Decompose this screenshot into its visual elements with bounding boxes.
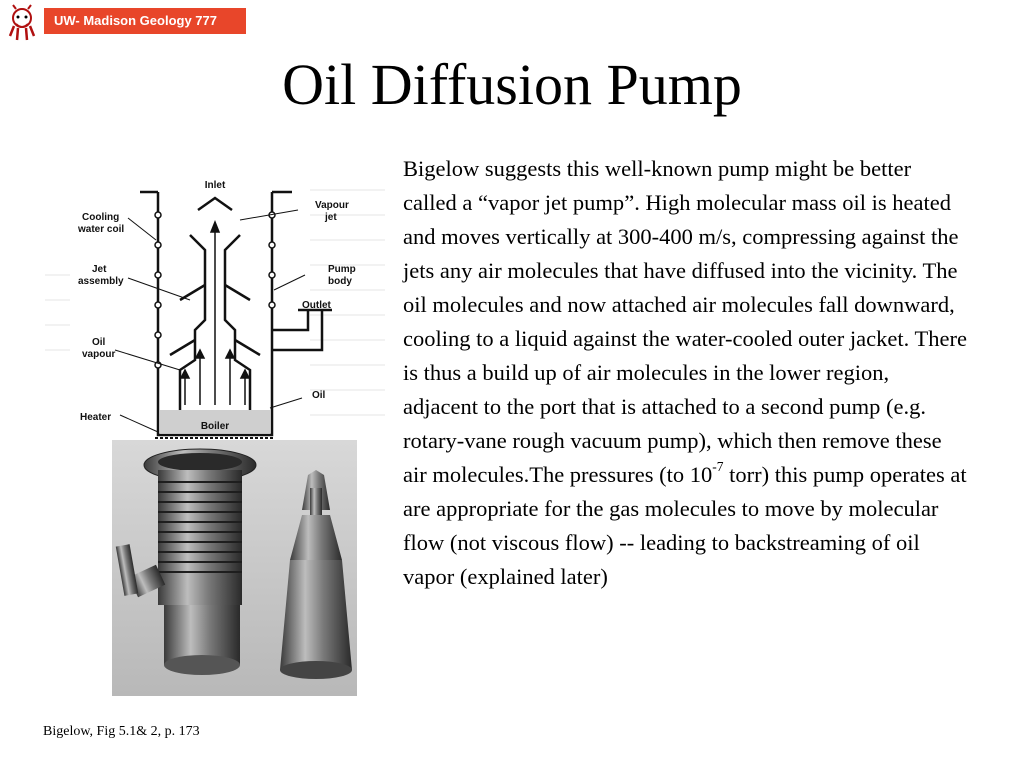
label-oil: Oil (92, 337, 106, 348)
page-title: Oil Diffusion Pump (282, 52, 742, 117)
label-cooling: Cooling (82, 212, 120, 223)
body-text-part-3: torr) this pump operates at are appropriate for the gas molecules to move by molecular flow (not viscous flow) -- leading to backstreaming of oil vapor (explained later) (403, 462, 967, 589)
quote-close: ” (624, 190, 635, 215)
label-body: body (328, 276, 352, 287)
label-oil-2: Oil (312, 390, 326, 401)
label-jet: Jet (92, 264, 107, 275)
label-vapour-jet: Vapour (315, 200, 349, 211)
label-boiler: Boiler (200, 421, 230, 432)
label-outlet: Outlet (302, 300, 331, 311)
pump-photo (112, 440, 357, 696)
figure-caption: Bigelow, Fig 5.1& 2, p. 173 (43, 724, 200, 739)
quoted-term: vapor jet pump (487, 190, 625, 215)
badger-mascot-icon (2, 2, 42, 42)
body-text (403, 152, 969, 594)
label-oil-vapour: vapour (82, 349, 116, 360)
quote-open: “ (477, 190, 488, 215)
label-water-coil: water coil (78, 224, 125, 235)
body-text-part-2: . High molecular mass oil is heated and moves vertically at 300-400 m/s, compressing against the jets any air molecules that have diffused into the vicinity. The oil molecules and now attached air molecules fall downward, cooling to a liquid against the water-cooled outer jacket. There is thus a build up of air molecules in the lower region, adjacent to the port that is attached to a second pump (e.g. rotary-vane rough vacuum pump), which then remove these air molecules.The pressures (to 10 (403, 190, 967, 487)
label-inlet: Inlet (204, 180, 226, 191)
pump-figure (40, 170, 392, 698)
label-vapour-jet-2: jet (325, 212, 337, 223)
label-assembly: assembly (78, 276, 124, 287)
exponent: -7 (712, 458, 724, 474)
body-text-part-1: Bigelow suggests this well-known pump might be better called a (403, 156, 912, 215)
label-heater: Heater (80, 412, 112, 423)
label-pump: Pump (328, 264, 356, 275)
course-banner: UW- Madison Geology 777 (44, 8, 246, 34)
